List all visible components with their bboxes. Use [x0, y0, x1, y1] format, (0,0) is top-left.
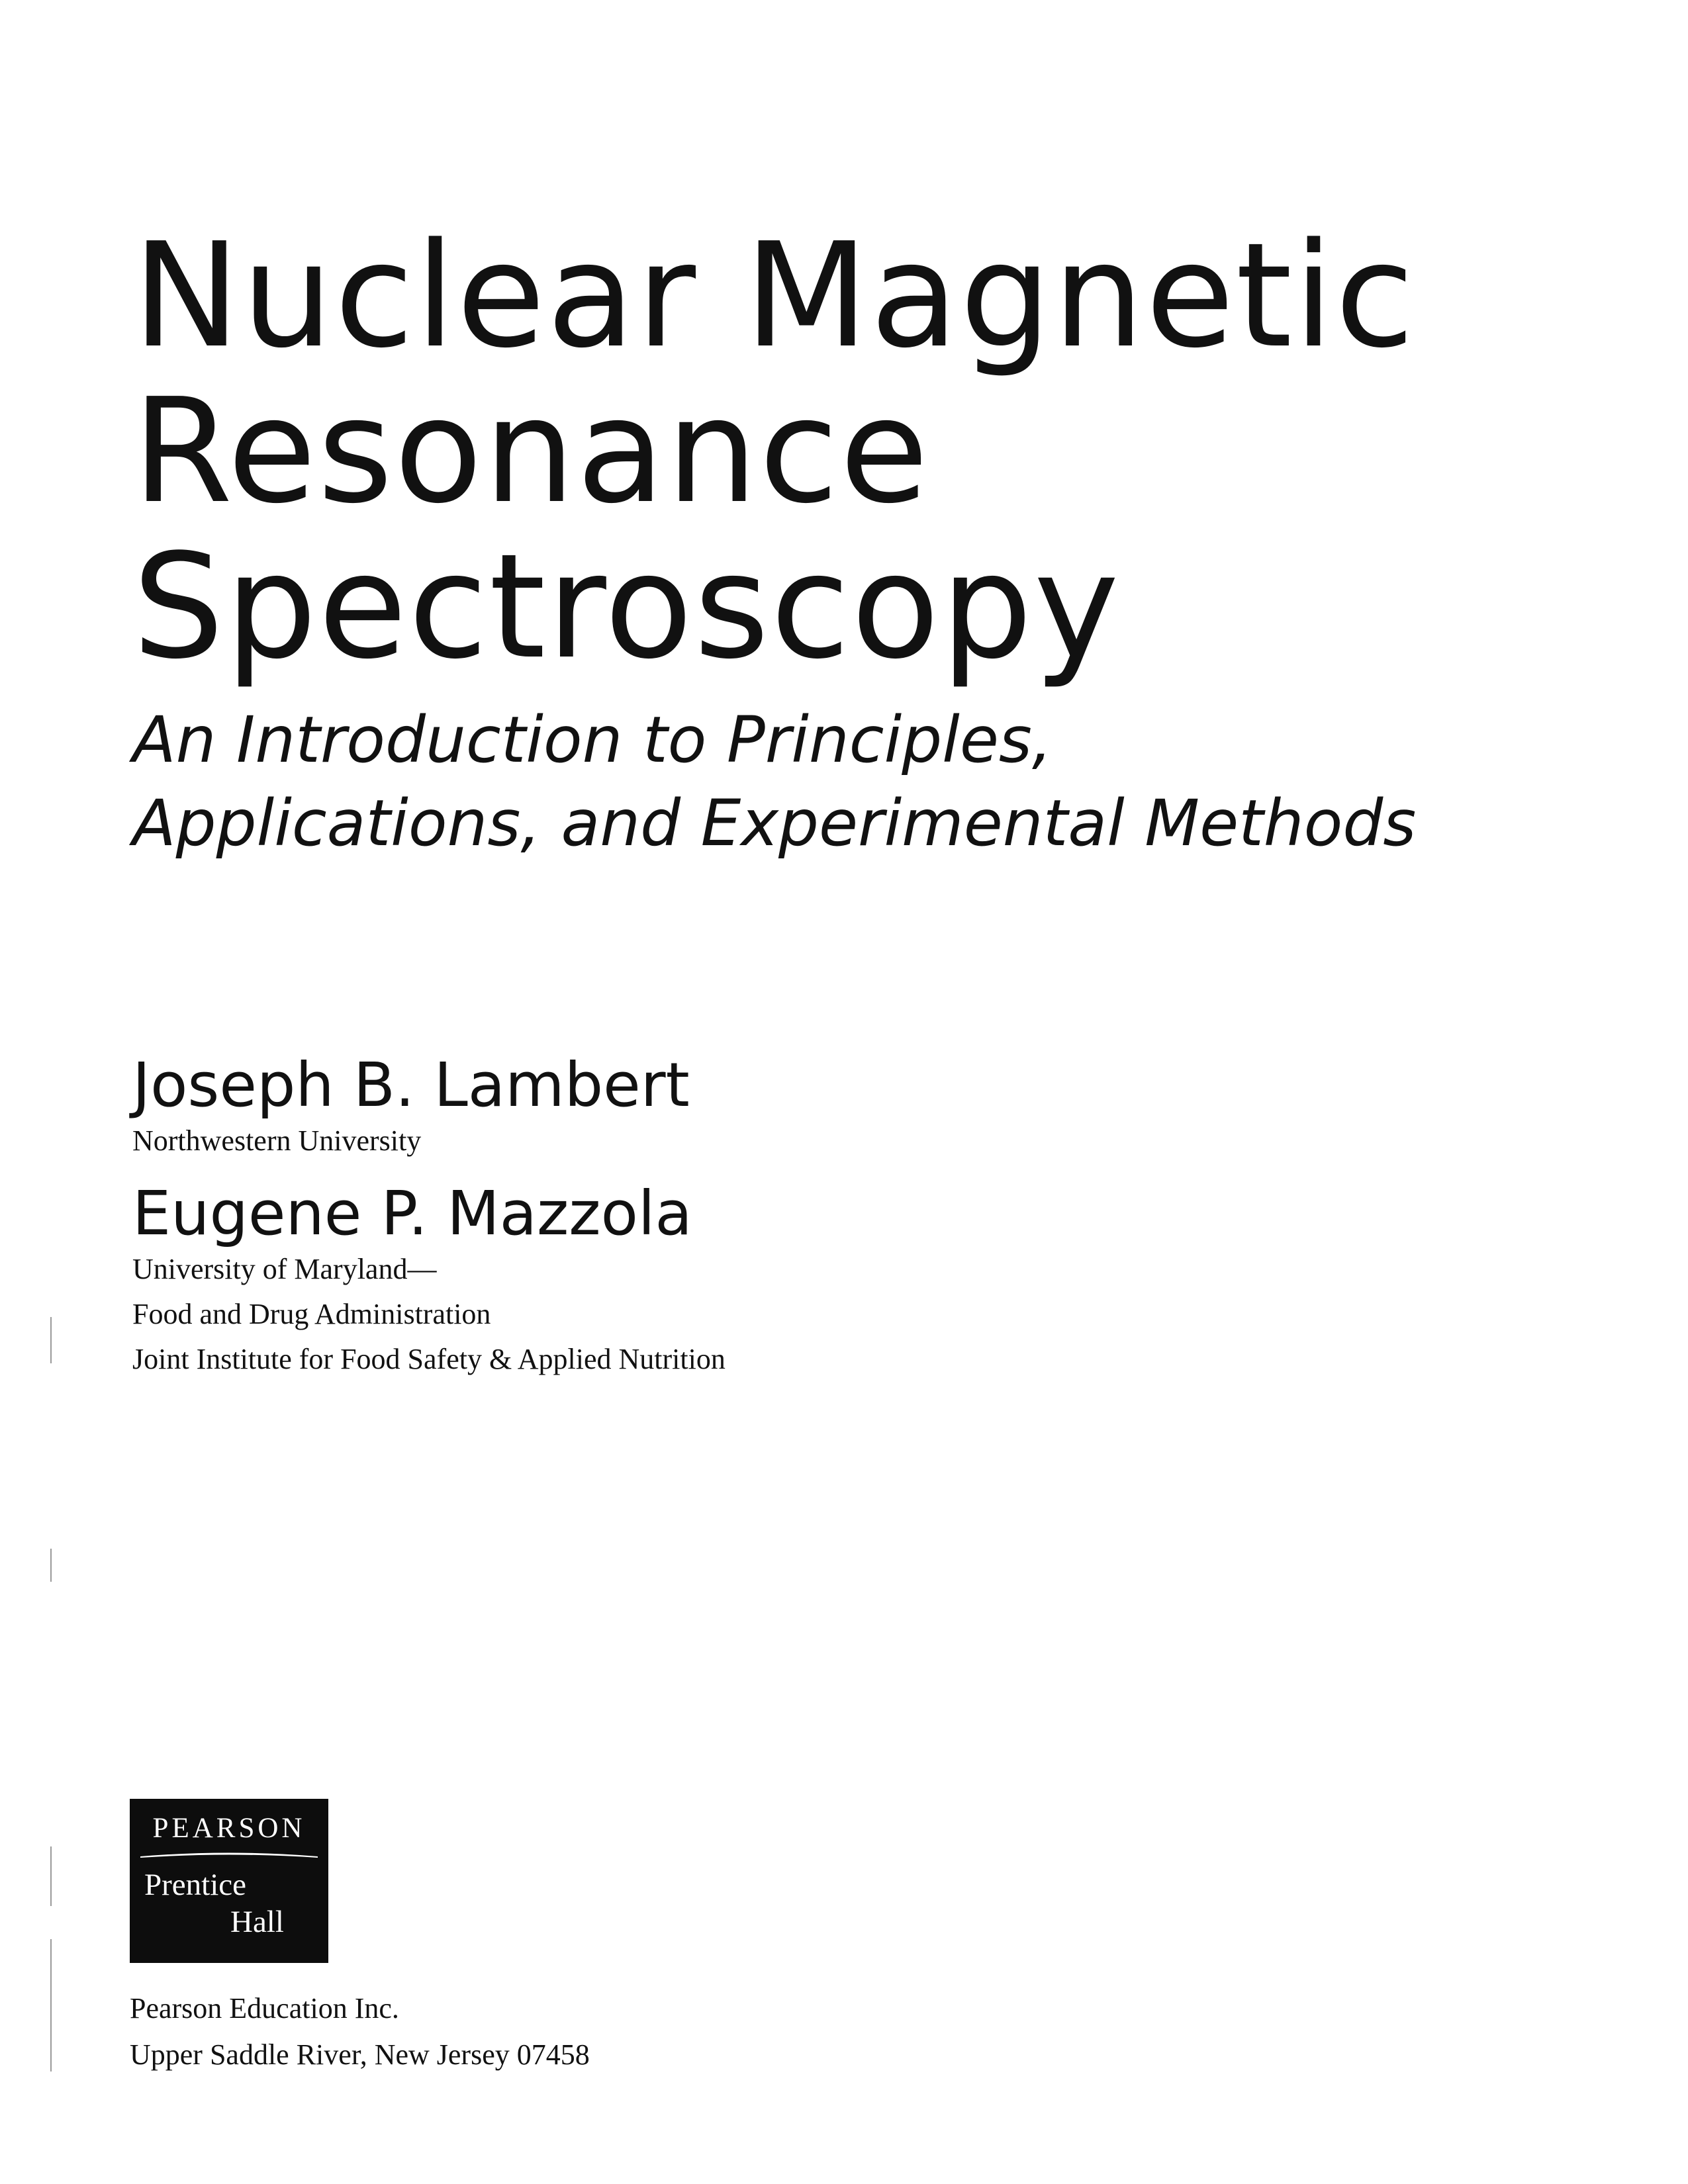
logo-pearson-text: PEARSON	[152, 1813, 306, 1844]
book-title-line-3: Spectroscopy	[132, 523, 1121, 691]
book-title-line-2: Resonance	[132, 368, 930, 535]
author-name: Joseph B. Lambert	[132, 1050, 690, 1120]
author-list	[132, 1052, 1324, 1382]
logo-prentice-text: Prentice	[144, 1868, 246, 1902]
book-subtitle	[132, 698, 1589, 865]
author-affiliation: University of Maryland—	[132, 1253, 437, 1285]
logo-swoosh-icon	[140, 1850, 318, 1860]
publisher-info	[130, 1985, 1056, 2078]
scan-artifact-line	[50, 1939, 52, 2071]
author-lambert	[132, 1052, 1324, 1163]
author-affiliation: Northwestern University	[132, 1124, 422, 1157]
book-subtitle-line-1: An Introduction to Principles,	[132, 703, 1053, 777]
book-title	[132, 212, 1523, 691]
book-subtitle-line-2: Applications, and Experimental Methods	[132, 786, 1417, 860]
pearson-prentice-hall-logo	[130, 1799, 328, 1963]
logo-hall-text: Hall	[230, 1905, 284, 1939]
publisher-name: Pearson Education Inc.	[130, 1992, 399, 2025]
scan-artifact-line	[50, 1549, 52, 1582]
scan-artifact-line	[50, 1317, 52, 1363]
scan-artifact-line	[50, 1846, 52, 1906]
book-title-line-1: Nuclear Magnetic	[132, 212, 1416, 380]
publisher-address: Upper Saddle River, New Jersey 07458	[130, 2038, 590, 2071]
author-name: Eugene P. Mazzola	[132, 1178, 692, 1249]
author-affiliation: Food and Drug Administration	[132, 1298, 491, 1330]
author-mazzola	[132, 1178, 1324, 1382]
author-affiliation: Joint Institute for Food Safety & Applied Nutrition	[132, 1343, 726, 1375]
